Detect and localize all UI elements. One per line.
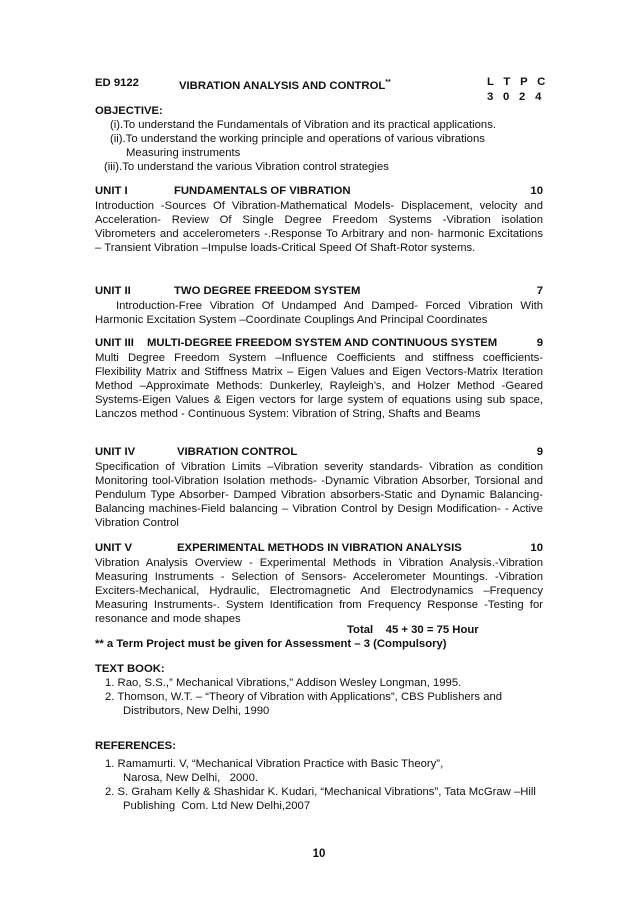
unit-1 (95, 184, 543, 255)
objective-item: (iii).To understand the various Vibration control strategies (104, 161, 389, 174)
unit-5 (95, 541, 543, 626)
total-section (95, 623, 543, 651)
unit-label: UNIT IV (95, 446, 136, 458)
unit-label: UNIT V (95, 542, 133, 554)
unit-hours: 10 (530, 185, 543, 197)
unit-hours: 9 (536, 446, 543, 458)
objective-item: (i).To understand the Fundamentals of Vibration and its practical applications. (110, 119, 496, 132)
objective-item: (ii).To understand the working principle and operations of various vibrations (110, 133, 485, 146)
course-code: ED 9122 (95, 77, 139, 89)
course-header (95, 76, 543, 90)
unit-2 (95, 284, 543, 327)
unit-3 (95, 336, 543, 421)
unit-content: Multi Degree Freedom System –Influence Coefficients and stiffness coefficients- Flexibility Matrix and Stiffness Matrix – Eigen Values and Eigen Vectors-Matrix Iteration Method –Approximate Methods: Dunkerley, Rayleigh’s, and Holzer Method -Geared Systems-Eigen Values & Eigen vectors for large system of equations using sub space, Lanczos method - Continuous System: Vibration of String, Shafts and Beams (95, 352, 543, 421)
unit-hours: 10 (530, 542, 543, 554)
unit-hours: 9 (536, 337, 543, 349)
objective-item: Measuring instruments (126, 147, 241, 160)
unit-title: FUNDAMENTALS OF VIBRATION (174, 185, 351, 197)
objective-section (95, 104, 543, 174)
unit-title: TWO DEGREE FREEDOM SYSTEM (174, 285, 361, 297)
references-list (95, 757, 543, 813)
unit-label: UNIT I (95, 185, 128, 197)
project-note: ** a Term Project must be given for Assessment – 3 (Compulsory) (95, 638, 447, 651)
course-title: VIBRATION ANALYSIS AND CONTROL** (179, 79, 391, 92)
unit-hours: 7 (536, 285, 543, 297)
textbook-item: 1. Rao, S.S.,” Mechanical Vibrations,” Addison Wesley Longman, 1995. (105, 677, 462, 690)
objective-heading: OBJECTIVE: (95, 105, 163, 117)
ltpc-labels: L T P C (487, 76, 549, 88)
textbook-section (95, 662, 543, 718)
textbook-heading: TEXT BOOK: (95, 663, 165, 675)
unit-content: Specification of Vibration Limits –Vibration severity standards- Vibration as condition Monitoring tool-Vibration Isolation methods- -Dynamic Vibration Absorber, Torsional and Pendulum Type Absorber- Damped Vibration absorbers-Static and Dynamic Balancing-Balancing machines-Field balancing – Vibration Control by Design Modification- - Active Vibration Control (95, 461, 543, 530)
textbook-list (95, 676, 543, 718)
ltpc-values: 3 0 2 4 (487, 91, 545, 103)
unit-title: MULTI-DEGREE FREEDOM SYSTEM AND CONTINUOUS SYSTEM (147, 337, 498, 349)
unit-title: EXPERIMENTAL METHODS IN VIBRATION ANALYSIS (177, 542, 462, 554)
textbook-item: 2. Thomson, W.T. – “Theory of Vibration with Applications”, CBS Publishers and Distributors, New Delhi, 1990 (105, 691, 503, 718)
reference-item: 1. Ramamurti. V, “Mechanical Vibration Practice with Basic Theory”, Narosa, New Delhi, 2000. (105, 758, 447, 785)
unit-content: Introduction-Free Vibration Of Undamped And Damped- Forced Vibration With Harmonic Excitation System –Coordinate Couplings And Principal Coordinates (95, 300, 543, 327)
unit-label: UNIT III (95, 337, 134, 349)
unit-content: Introduction -Sources Of Vibration-Mathematical Models- Displacement, velocity and Acceleration- Review Of Single Degree Freedom Systems -Vibration isolation Vibrometers and accelerometers -.Response To Arbitrary and non- harmonic Excitations – Transient Vibration –Impulse loads-Critical Speed Of Shaft-Rotor systems. (95, 200, 543, 255)
total-hours: Total 45 + 30 = 75 Hour (347, 624, 479, 636)
reference-item: 2. S. Graham Kelly & Shashidar K. Kudari, “Mechanical Vibrations”, Tata McGraw –Hill Publishing Com. Ltd New Delhi,2007 (105, 786, 540, 813)
references-heading: REFERENCES: (95, 740, 176, 752)
unit-content: Vibration Analysis Overview - Experimental Methods in Vibration Analysis.-Vibration Measuring Instruments - Selection of Sensors- Accelerometer Mountings. -Vibration Exciters-Mechanical, Hydraulic, Electromagnetic And Electrodynamics –Frequency Measuring Instruments-. System Identification from Frequency Response -Testing for resonance and mode shapes (95, 557, 543, 626)
unit-title: VIBRATION CONTROL (177, 446, 298, 458)
unit-4 (95, 445, 543, 530)
unit-label: UNIT II (95, 285, 131, 297)
references-section (95, 739, 543, 813)
page-number: 10 (312, 848, 326, 860)
